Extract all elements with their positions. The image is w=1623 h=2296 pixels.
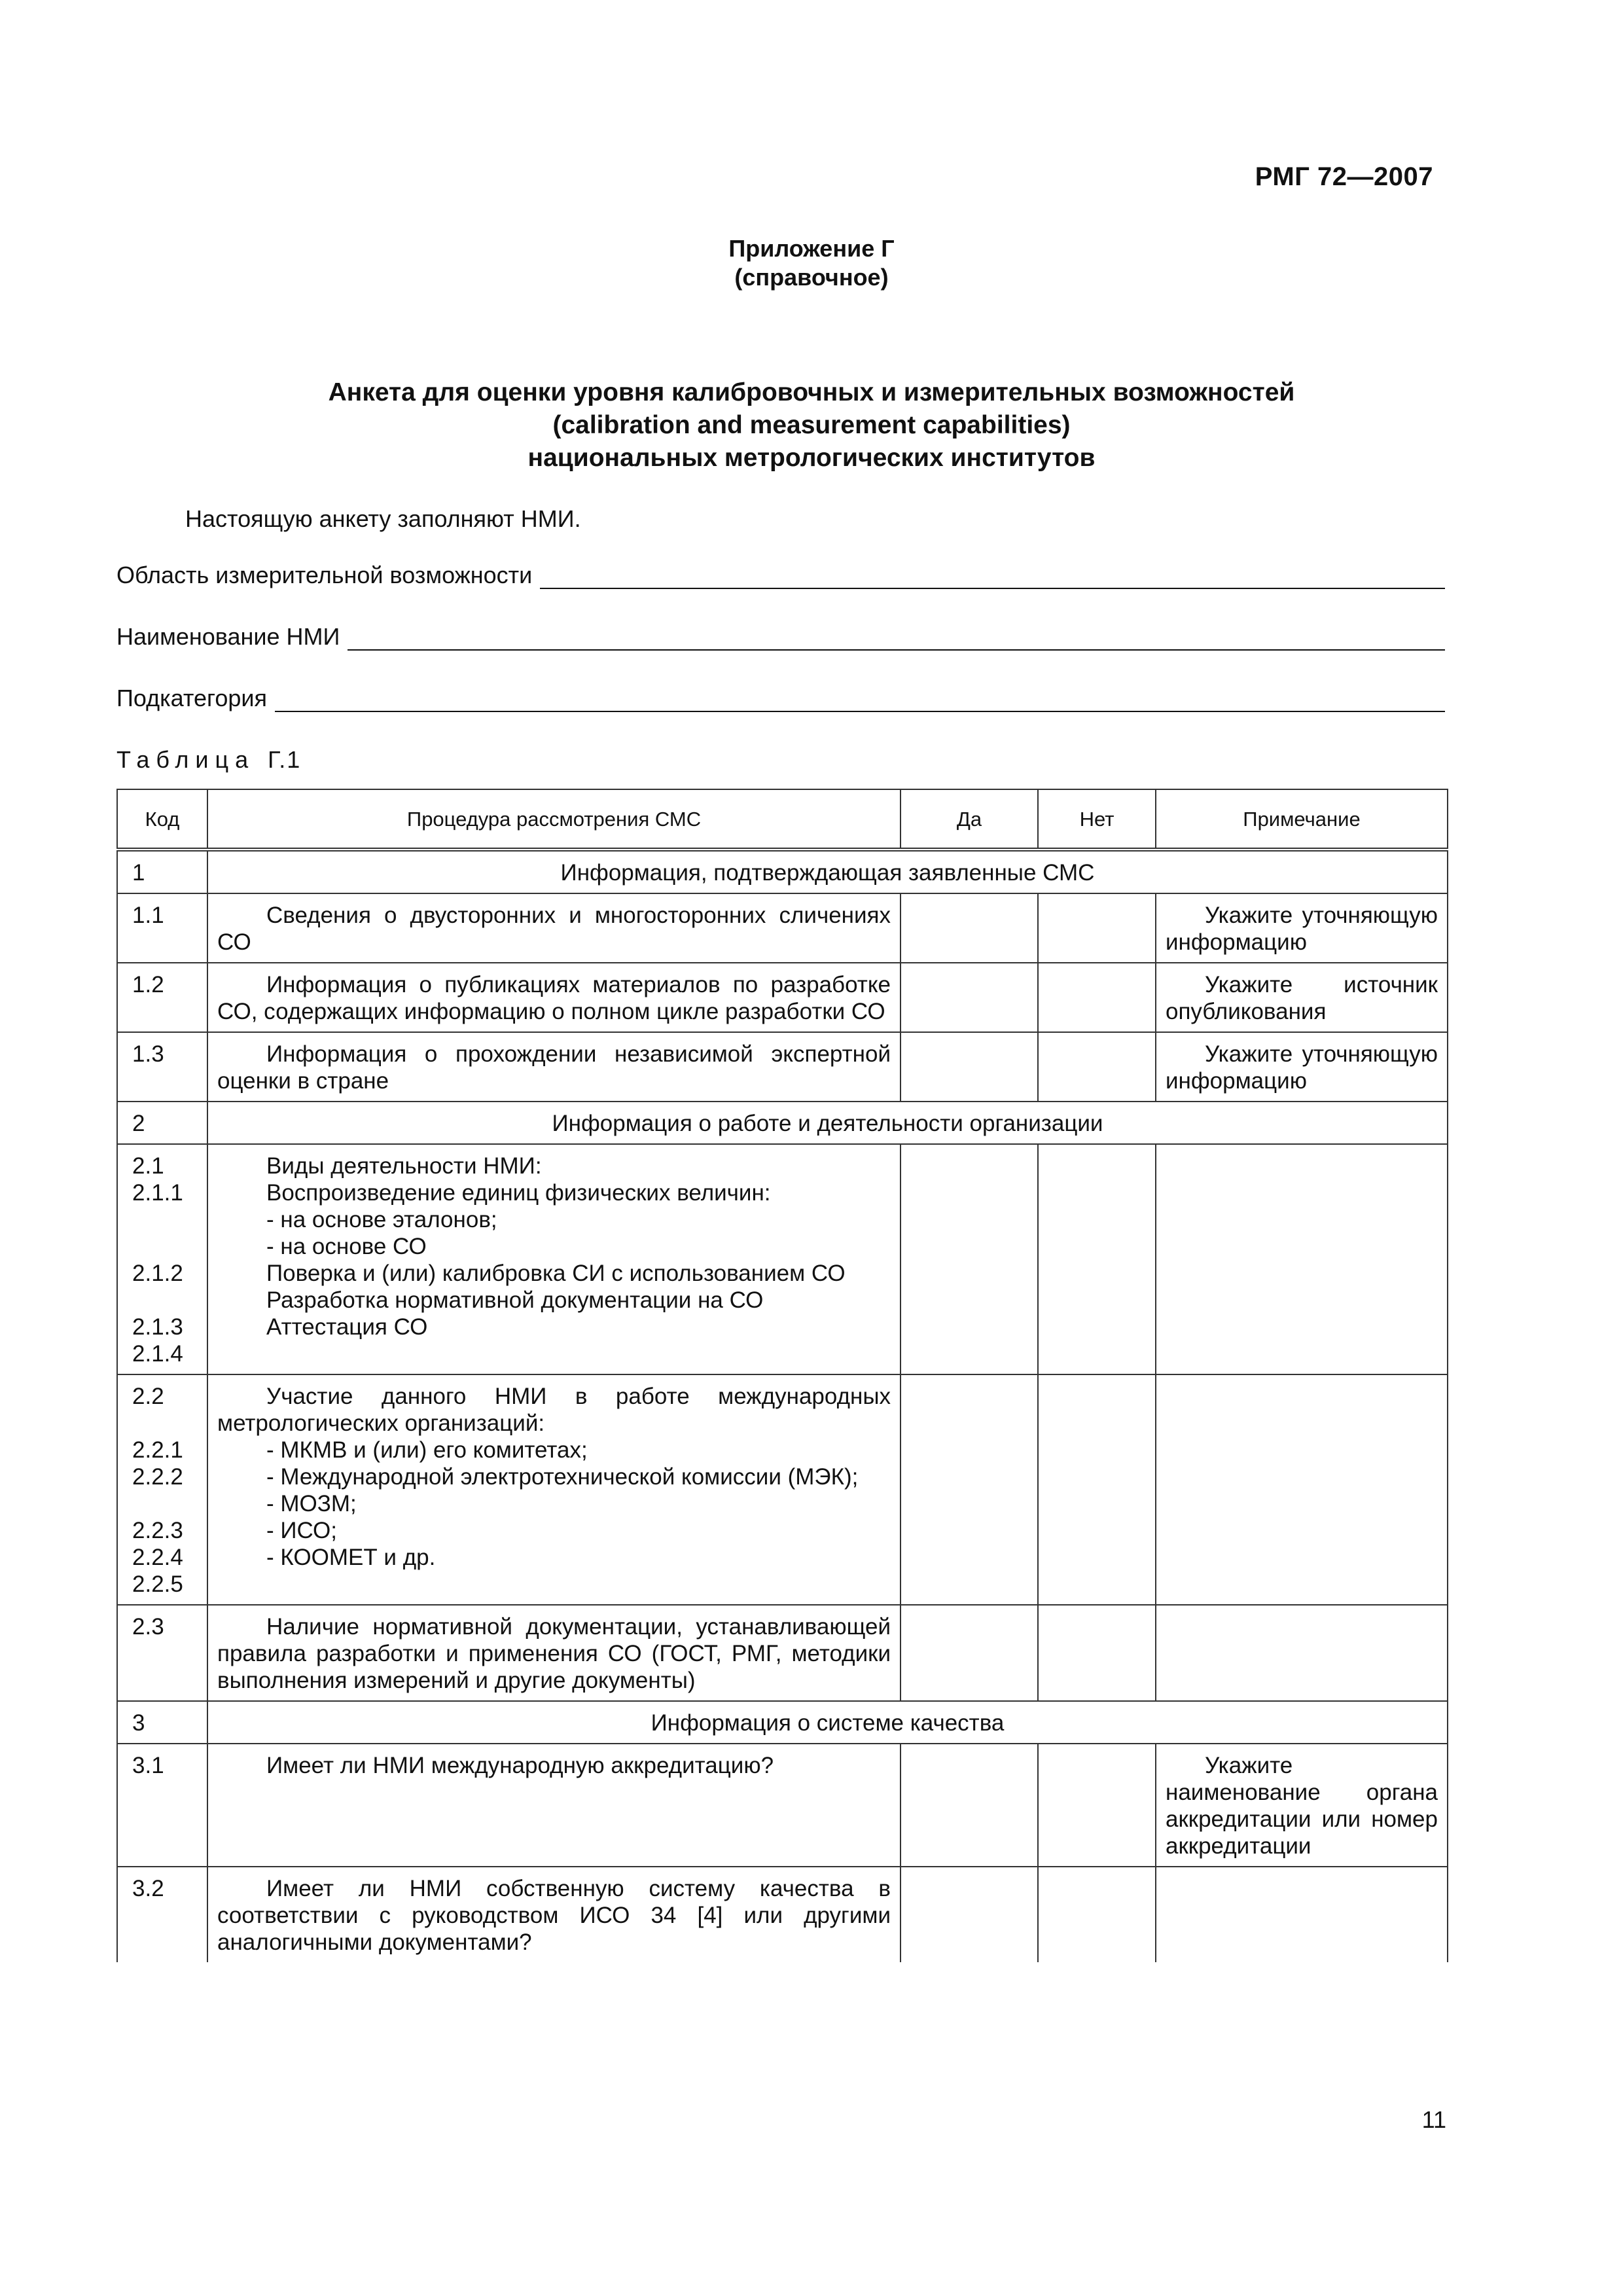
yes-cell[interactable] [901,1867,1038,1962]
item-line: - Международной электротехнической комиссии (МЭК); [266,1464,859,1490]
table-header-row [117,789,1448,850]
field-institute-label: Наименование НМИ [116,623,340,650]
section-title: Информация, подтверждающая заявленные СМС [207,850,1448,893]
header-code: Код [117,789,207,850]
row-procedure: Сведения о двусторонних и многосторонних сличениях СО [207,893,901,963]
no-cell[interactable] [1038,1867,1156,1962]
yes-cell[interactable] [901,1374,1038,1605]
yes-cell[interactable] [901,1032,1038,1102]
item-line: - на основе СО [266,1234,427,1259]
item-line: - МОЗМ; [266,1491,357,1516]
title-line-1: Анкета для оценки уровня калибровочных и измерительных возможностей [328,378,1295,406]
row-code: 1 [117,850,207,893]
item-line: Разработка нормативной документации на СО [266,1287,764,1313]
yes-cell[interactable] [901,1144,1038,1374]
title-line-3: национальных метрологических институтов [527,444,1096,472]
appendix-heading [0,234,1623,292]
field-institute-line[interactable] [348,627,1445,651]
note-cell[interactable] [1156,1867,1448,1962]
item-line: - ИСО; [266,1518,337,1543]
row-procedure: Информация о прохождении независимой экспертной оценки в стране [207,1032,901,1102]
table-caption-number: Г.1 [268,746,302,773]
page-title [0,376,1623,475]
row-code: 2 [117,1102,207,1144]
item-line: Виды деятельности НМИ: [266,1153,542,1179]
no-cell[interactable] [1038,1605,1156,1701]
note-cell[interactable] [1156,1144,1448,1374]
yes-cell[interactable] [901,893,1038,963]
row-code: 1.3 [117,1032,207,1102]
item-line: Участие данного НМИ в работе международных метрологических организаций: [217,1384,891,1436]
note-cell[interactable] [1156,1374,1448,1605]
row-note: Укажите источник опубликования [1156,963,1448,1032]
row-procedure: Имеет ли НМИ собственную систему качества в соответствии с руководством ИСО 34 [4] или другими аналогичными документами? [207,1867,901,1962]
title-line-2: (calibration and measurement capabilities) [552,411,1071,439]
field-institute [116,623,1445,651]
row-code: 3 [117,1701,207,1744]
no-cell[interactable] [1038,1374,1156,1605]
table-row [117,1032,1448,1102]
item-line: - КООМЕТ и др. [266,1545,436,1570]
row-code: 3.1 [117,1744,207,1867]
row-code: 1.2 [117,963,207,1032]
row-code: 1.1 [117,893,207,963]
field-area [116,562,1445,589]
header-procedure: Процедура рассмотрения СМС [207,789,901,850]
intro-text: Настоящую анкету заполняют НМИ. [185,505,581,532]
page-number: 11 [1421,2106,1446,2133]
table-row [117,1102,1448,1144]
table-caption-word: Таблица [116,746,255,773]
item-line: Воспроизведение единиц физических величин: [266,1180,771,1206]
row-procedure: Информация о публикациях материалов по разработке СО, содержащих информацию о полном цикле разработки СО [207,963,901,1032]
cms-table [116,789,1448,1962]
row-code: 3.2 [117,1867,207,1962]
table-row [117,1867,1448,1962]
field-subcategory-label: Подкатегория [116,685,267,711]
header-yes: Да [901,789,1038,850]
row-procedure: Имеет ли НМИ международную аккредитацию? [207,1744,901,1867]
row-codes: 2.1 2.1.1 2.1.2 2.1.3 2.1.4 [117,1144,207,1374]
yes-cell[interactable] [901,1605,1038,1701]
appendix-type: (справочное) [734,264,889,291]
no-cell[interactable] [1038,893,1156,963]
row-note: Укажите уточняющую информацию [1156,1032,1448,1102]
section-title: Информация о работе и деятельности организации [207,1102,1448,1144]
row-note: Укажите уточняющую информацию [1156,893,1448,963]
header-no: Нет [1038,789,1156,850]
item-line: Аттестация СО [266,1314,428,1340]
no-cell[interactable] [1038,963,1156,1032]
row-procedure [207,1374,901,1605]
appendix-label: Приложение Г [728,235,895,262]
table-row [117,1144,1448,1374]
row-note: Укажите наименование органа аккредитации или номер аккредитации [1156,1744,1448,1867]
table-row [117,1605,1448,1701]
field-subcategory-line[interactable] [275,689,1445,712]
header-note: Примечание [1156,789,1448,850]
no-cell[interactable] [1038,1744,1156,1867]
item-line: Поверка и (или) калибровка СИ с использованием СО [266,1261,846,1286]
no-cell[interactable] [1038,1032,1156,1102]
table-row [117,1374,1448,1605]
table-row [117,963,1448,1032]
table-row [117,893,1448,963]
table-row [117,1701,1448,1744]
row-procedure [207,1144,901,1374]
note-cell[interactable] [1156,1605,1448,1701]
row-code: 2.3 [117,1605,207,1701]
document-code: РМГ 72—2007 [1255,162,1433,191]
row-procedure: Наличие нормативной документации, устанавливающей правила разработки и применения СО (ГОСТ, РМГ, методики выполнения измерений и другие документы) [207,1605,901,1701]
field-subcategory [116,685,1445,712]
section-title: Информация о системе качества [207,1701,1448,1744]
yes-cell[interactable] [901,1744,1038,1867]
no-cell[interactable] [1038,1144,1156,1374]
item-line: - на основе эталонов; [266,1207,497,1232]
field-area-line[interactable] [540,565,1445,589]
item-line: - МКМВ и (или) его комитетах; [266,1437,588,1463]
field-area-label: Область измерительной возможности [116,562,533,588]
table-row [117,850,1448,893]
row-codes: 2.2 2.2.1 2.2.2 2.2.3 2.2.4 2.2.5 [117,1374,207,1605]
table-caption [116,746,301,774]
table-row [117,1744,1448,1867]
yes-cell[interactable] [901,963,1038,1032]
